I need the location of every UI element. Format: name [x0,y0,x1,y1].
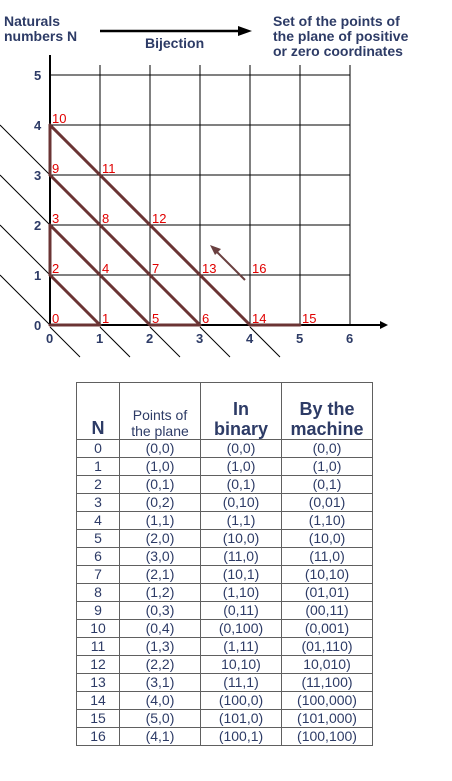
cell-binary: (100,0) [201,692,282,710]
cell-point: (3,0) [120,548,201,566]
guide-line [200,327,230,357]
bijection-table [76,382,373,746]
cell-n: 12 [77,656,120,674]
x-tick-label: 2 [146,331,154,346]
table-row [77,728,373,746]
cell-n: 4 [77,512,120,530]
point-label: 9 [52,161,60,176]
cell-point: (3,1) [120,674,201,692]
cell-n: 14 [77,692,120,710]
x-tick-label: 6 [346,331,354,346]
cell-binary: (0,10) [201,494,282,512]
cell-n: 7 [77,566,120,584]
cell-n: 0 [77,440,120,458]
cell-binary: (1,0) [201,458,282,476]
cell-machine: (100,000) [282,692,373,710]
cell-machine: (01,01) [282,584,373,602]
cell-binary: (0,0) [201,440,282,458]
cell-point: (2,1) [120,566,201,584]
y-tick-label: 5 [34,68,42,83]
point-label: 6 [202,311,210,326]
cell-binary: (10,1) [201,566,282,584]
cell-machine: (10,0) [282,530,373,548]
cell-binary: (101,0) [201,710,282,728]
x-axis-arrowhead [380,321,388,329]
guide-line [0,275,50,325]
x-tick-label: 4 [246,331,254,346]
cell-machine: (01,110) [282,638,373,656]
cell-machine: (00,11) [282,602,373,620]
y-tick-label: 4 [34,118,42,133]
mapping-table [76,382,373,746]
cell-point: (0,3) [120,602,201,620]
col-header-machine: By the machine [282,383,373,440]
cell-binary: (0,100) [201,620,282,638]
table-row [77,674,373,692]
table-row [77,692,373,710]
point-label: 4 [102,261,110,276]
cell-binary: (11,0) [201,548,282,566]
cell-n: 3 [77,494,120,512]
cell-machine: 10,010) [282,656,373,674]
cell-n: 2 [77,476,120,494]
y-tick-label: 2 [34,218,42,233]
table-row [77,530,373,548]
cell-binary: (100,1) [201,728,282,746]
cell-n: 15 [77,710,120,728]
cell-point: (2,2) [120,656,201,674]
cell-n: 8 [77,584,120,602]
table-row [77,584,373,602]
point-label: 8 [102,211,110,226]
table-row [77,566,373,584]
point-label: 3 [52,211,60,226]
point-label: 10 [52,111,67,126]
guide-line [250,327,280,357]
cell-binary: (0,1) [201,476,282,494]
x-tick-label: 0 [46,331,54,346]
point-label: 7 [152,261,160,276]
point-label: 2 [52,261,60,276]
cell-point: (4,0) [120,692,201,710]
table-row [77,638,373,656]
y-tick-label: 1 [34,268,42,283]
cell-n: 11 [77,638,120,656]
guide-line [100,327,130,357]
cell-point: (1,1) [120,512,201,530]
point-label: 16 [252,261,267,276]
cell-binary: (10,0) [201,530,282,548]
cell-machine: (100,100) [282,728,373,746]
cell-n: 6 [77,548,120,566]
table-row [77,512,373,530]
table-row [77,440,373,458]
cell-point: (1,3) [120,638,201,656]
cell-machine: (0,0) [282,440,373,458]
cell-n: 9 [77,602,120,620]
cell-point: (0,1) [120,476,201,494]
x-tick-label: 5 [296,331,304,346]
point-label: 11 [102,161,116,176]
cell-machine: (11,100) [282,674,373,692]
table-row [77,548,373,566]
cell-machine: (1,10) [282,512,373,530]
cell-binary: (1,1) [201,512,282,530]
point-label: 13 [202,261,217,276]
table-row [77,620,373,638]
cell-point: (4,1) [120,728,201,746]
cell-n: 16 [77,728,120,746]
cell-machine: (11,0) [282,548,373,566]
cell-point: (2,0) [120,530,201,548]
cell-machine: (0,1) [282,476,373,494]
cell-point: (0,4) [120,620,201,638]
guide-line [0,175,50,225]
col-header-points: Points of the plane [120,383,201,440]
y-tick-label: 0 [34,318,42,333]
cell-machine: (0,01) [282,494,373,512]
bijection-label: Bijection [145,35,205,51]
col-header-binary: In binary [201,383,282,440]
cell-point: (0,0) [120,440,201,458]
x-tick-label: 3 [196,331,204,346]
bijection-diagram [0,55,452,380]
cell-point: (1,0) [120,458,201,476]
cell-point: (1,2) [120,584,201,602]
naturals-label: Naturals numbers N [4,13,78,44]
cell-binary: (11,1) [201,674,282,692]
cell-binary: (1,10) [201,584,282,602]
point-label: 1 [102,311,110,326]
cell-point: (5,0) [120,710,201,728]
cell-point: (0,2) [120,494,201,512]
table-row [77,476,373,494]
point-label: 0 [52,311,60,326]
table-row [77,458,373,476]
point-label: 12 [152,211,167,226]
point-label: 15 [302,311,317,326]
cell-n: 13 [77,674,120,692]
point-label: 14 [252,311,267,326]
cell-binary: (0,11) [201,602,282,620]
cell-machine: (1,0) [282,458,373,476]
guide-line [0,125,50,175]
cell-n: 1 [77,458,120,476]
cell-n: 5 [77,530,120,548]
cell-n: 10 [77,620,120,638]
cell-machine: (10,10) [282,566,373,584]
x-tick-label: 1 [96,331,104,346]
y-tick-label: 3 [34,168,42,183]
col-header-n: N [77,383,120,440]
cell-binary: 10,10) [201,656,282,674]
table-row [77,710,373,728]
table-row [77,602,373,620]
guide-line [0,225,50,275]
set-of-points-label: Set of the points of the plane of positive or zero coordinates [273,13,409,59]
table-row [77,494,373,512]
cell-machine: (0,001) [282,620,373,638]
cell-machine: (101,000) [282,710,373,728]
point-label: 5 [152,311,160,326]
cell-binary: (1,11) [201,638,282,656]
guide-line [50,327,80,357]
table-header-row [77,383,373,440]
guide-line [150,327,180,357]
table-row [77,656,373,674]
